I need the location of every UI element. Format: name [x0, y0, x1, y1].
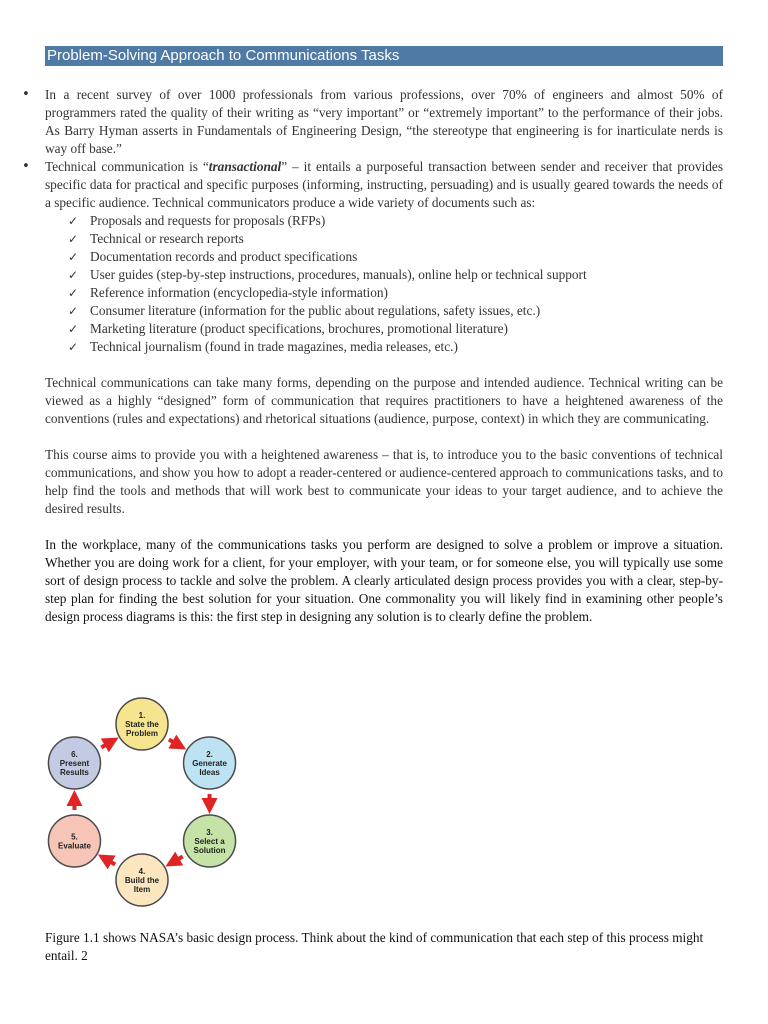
- step-label: Evaluate: [57, 841, 91, 851]
- step-label: State the: [125, 720, 159, 729]
- checklist-item: ✓ Technical or research reports: [68, 231, 244, 246]
- checklist-item: ✓ Consumer literature (information for the public about regulations, safety issues, etc.): [68, 303, 541, 318]
- checkmark-icon: ✓: [68, 286, 79, 300]
- step-label: 5.: [71, 832, 78, 842]
- checkmark-icon: ✓: [68, 214, 79, 228]
- process-step-6: [48, 737, 100, 789]
- step-label: Generate: [192, 759, 227, 768]
- bullet-transactional: [22, 158, 723, 212]
- step-label: Solution: [193, 846, 226, 855]
- cycle-arrow-icon: [105, 859, 115, 865]
- process-steps: [48, 698, 235, 906]
- checklist-item: ✓ Marketing literature (product specifications, brochures, promotional literature): [68, 321, 508, 336]
- process-step-5: [48, 815, 100, 867]
- bullet-transactional-post: ” – it entails a purposeful transaction between sender and receiver that provides specific data for practical and specific purposes (informing, instructing, persuading) and is usually geared towards the needs of a specific audience. Technical communicators produce a wide variety of documents such as:: [45, 159, 723, 210]
- bullet-icon: •: [22, 159, 30, 174]
- checklist-item: ✓ Technical journalism (found in trade magazines, media releases, etc.): [68, 339, 458, 354]
- cycle-arrow-icon: [101, 742, 111, 748]
- step-label: 3.: [206, 828, 213, 837]
- step-label: Present: [59, 759, 90, 768]
- figure-caption: Figure 1.1 shows NASA’s basic design process. Think about the kind of communication that each step of this process might entail. 2: [45, 930, 704, 963]
- checklist-item: ✓ Proposals and requests for proposals (RFPs): [68, 213, 326, 228]
- bullet-survey: [22, 86, 723, 158]
- cycle-arrow-icon: [169, 740, 179, 746]
- document-types-checklist: [45, 212, 723, 356]
- process-step-4: [116, 854, 168, 906]
- paragraph-workplace: In the workplace, many of the communications tasks you perform are designed to solve a problem or improve a situation. Whether you are doing work for a client, for your employer, with your team, or for someone else, you will typically use some sort of design process to tackle and solve the problem. A clearly articulated design process provides you with a clear, step-by-step plan for finding the best solution for your situation. One commonality you will likely find in examining other people’s design process diagrams is this: the first step in designing any solution is to clearly define the problem.: [45, 537, 723, 624]
- step-label: Results: [59, 768, 89, 777]
- step-label: Item: [133, 885, 151, 894]
- process-step-3: [184, 815, 236, 867]
- step-label: 4.: [138, 867, 146, 876]
- process-step-1: [116, 698, 168, 750]
- checkmark-icon: ✓: [68, 232, 79, 246]
- checkmark-icon: ✓: [68, 250, 79, 264]
- section-title: Problem-Solving Approach to Communications Tasks: [45, 46, 723, 66]
- checkmark-icon: ✓: [68, 268, 79, 282]
- checkmark-icon: ✓: [68, 304, 79, 318]
- checkmark-icon: ✓: [68, 322, 79, 336]
- bullet-survey-text: In a recent survey of over 1000 professionals from various professions, over 70% of engineers and almost 50% of programmers rated the quality of their writing as “very important” or “extremely important” to the performance of their jobs. As Barry Hyman asserts in Fundamentals of Engineering Design, “the stereotype that engineering is for inarticulate nerds is way off base.”: [45, 87, 723, 156]
- transactional-emphasis: transactional: [208, 159, 282, 174]
- step-label: Build the: [124, 876, 160, 885]
- checklist-item: ✓ User guides (step-by-step instructions, procedures, manuals), online help or technical support: [68, 267, 587, 282]
- process-step-2: [184, 737, 236, 789]
- paragraph-forms: Technical communications can take many forms, depending on the purpose and intended audience. Technical writing can be viewed as a highly “designed” form of communication that requires practitioners to have a heightened awareness of the conventions (rules and expectations) and rhetorical situations (audience, purpose, context) in which they are communicating.: [45, 375, 723, 426]
- checklist-item: ✓ Documentation records and product specifications: [68, 249, 358, 264]
- bullet-icon: •: [22, 87, 30, 102]
- step-label: 6.: [71, 750, 78, 759]
- step-label: 1.: [138, 711, 146, 720]
- cycle-arrow-icon: [172, 857, 182, 863]
- step-label: Problem: [125, 729, 159, 738]
- paragraph-course-aims: This course aims to provide you with a heightened awareness – that is, to introduce you to the basic conventions of technical communications, and show you how to adopt a reader-centered or audience-centered approach to communications tasks, and to help find the tools and methods that will work best to communicate your ideas to your target audience, and to achieve the desired results.: [45, 447, 723, 516]
- document-body: [22, 86, 723, 626]
- step-label: Select a: [194, 837, 225, 846]
- step-label: 2.: [206, 750, 213, 759]
- design-process-diagram: [45, 690, 240, 915]
- step-label: Ideas: [199, 768, 220, 777]
- checklist-item: ✓ Reference information (encyclopedia-style information): [68, 285, 388, 300]
- checkmark-icon: ✓: [68, 340, 79, 354]
- bullet-transactional-pre: Technical communication is “: [45, 159, 209, 174]
